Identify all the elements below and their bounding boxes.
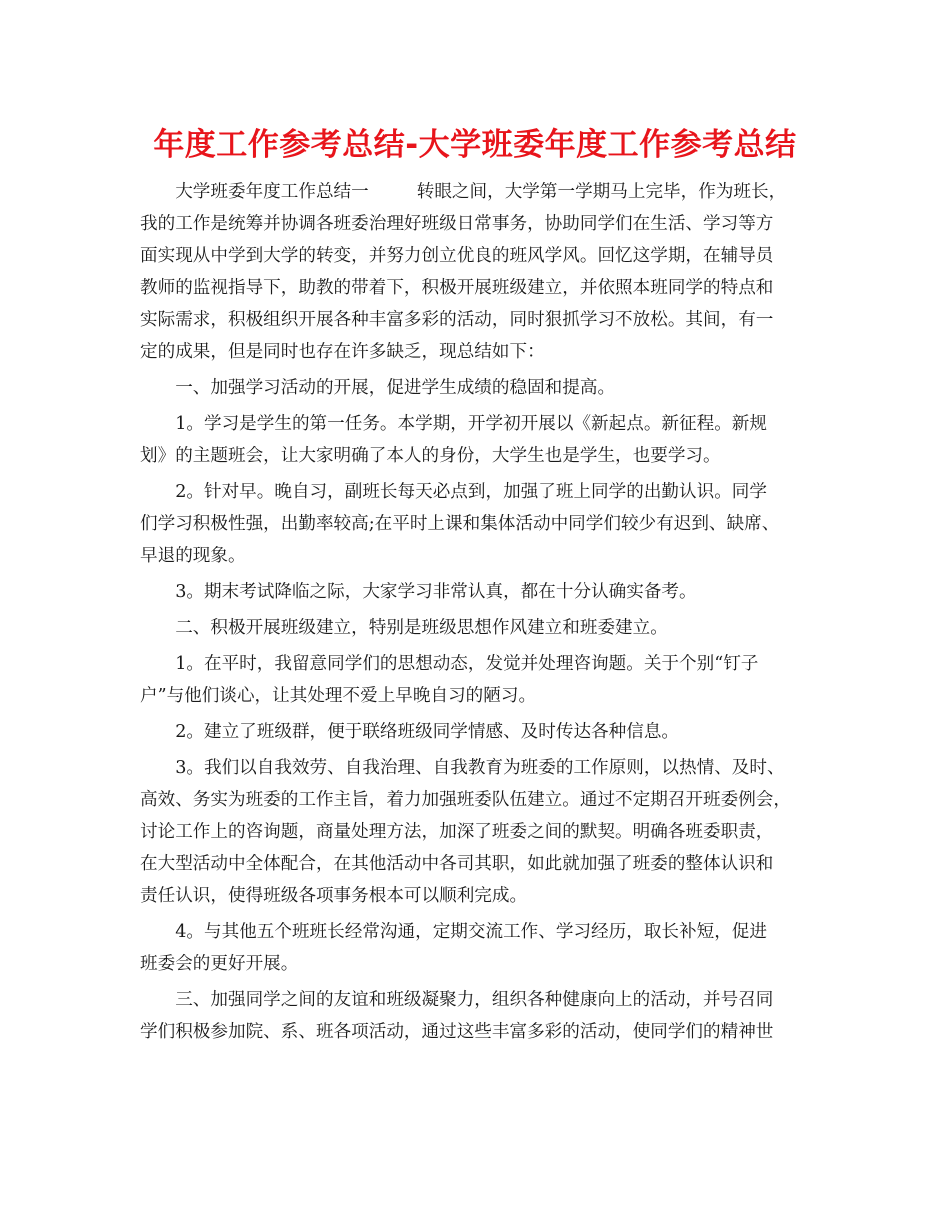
paragraph-line: 三、加强同学之间的友谊和班级凝聚力，组织各种健康向上的活动，并号召同 — [175, 990, 774, 1010]
paragraph-line: 1。在平时，我留意同学们的思想动态，发觉并处理咨询题。关于个别“钉子 — [175, 654, 759, 674]
paragraph-line: 教师的监视指导下，助教的带着下，积极开展班级建立，并依照本班同学的特点和 — [140, 278, 774, 298]
paragraph-line: 学们积极参加院、系、班各项活动，通过这些丰富多彩的活动，使同学们的精神世 — [140, 1022, 774, 1042]
paragraph-line: 3。我们以自我效劳、自我治理、自我教育为班委的工作原则，以热情、及时、 — [175, 758, 785, 778]
paragraph-line: 高效、务实为班委的工作主旨，着力加强班委队伍建立。通过不定期召开班委例会， — [140, 790, 791, 810]
paragraph-line: 定的成果，但是同时也存在许多缺乏，现总结如下： — [140, 342, 545, 362]
paragraph-text: 转眼之间，大学第一学期马上完毕，作为班长， — [416, 182, 787, 202]
paragraph-line: 1。学习是学生的第一任务。本学期，开学初开展以《新起点。新征程。新规 — [175, 414, 767, 434]
paragraph-line: 我的工作是统筹并协调各班委治理好班级日常事务，协助同学们在生活、学习等方 — [140, 214, 774, 234]
paragraph-line: 在大型活动中全体配合，在其他活动中各司其职，如此就加强了班委的整体认识和 — [140, 854, 774, 874]
paragraph-section-2-heading — [140, 612, 810, 644]
paragraph-line: 责任认识，使得班级各项事务根本可以顺利完成。 — [140, 886, 528, 906]
paragraph-section-1-item-1 — [140, 408, 810, 472]
paragraph-line: 实际需求，积极组织开展各种丰富多彩的活动，同时狠抓学习不放松。其间，有一 — [140, 310, 774, 330]
section-heading: 大学班委年度工作总结一 — [175, 182, 369, 202]
paragraph-line: 一、加强学习活动的开展，促进学生成绩的稳固和提高。 — [175, 378, 616, 398]
paragraph-section-2-item-3 — [140, 752, 810, 912]
paragraph-line: 3。期末考试降临之际，大家学习非常认真，都在十分认确实备考。 — [175, 582, 697, 602]
paragraph-line: 户”与他们谈心，让其处理不爱上早晚自习的陋习。 — [140, 686, 537, 706]
paragraph-line: 2。建立了班级群，便于联络班级同学情感、及时传达各种信息。 — [175, 722, 680, 742]
paragraph-line: 班委会的更好开展。 — [140, 954, 299, 974]
paragraph-line: 2。针对早。晚自习，副班长每天必点到，加强了班上同学的出勤认识。同学 — [175, 482, 767, 502]
paragraph-line: 二、积极开展班级建立，特别是班级思想作风建立和班委建立。 — [175, 618, 668, 638]
paragraph-line — [140, 176, 810, 208]
paragraph-line: 面实现从中学到大学的转变，并努力创立优良的班风学风。回忆这学期，在辅导员 — [140, 246, 774, 266]
paragraph-line: 划》的主题班会，让大家明确了本人的身份，大学生也是学生，也要学习。 — [140, 446, 721, 466]
paragraph-section-2-item-1 — [140, 648, 810, 712]
paragraph-section-1-item-3 — [140, 576, 810, 608]
paragraph-line: 讨论工作上的咨询题，商量处理方法，加深了班委之间的默契。明确各班委职责， — [140, 822, 774, 842]
paragraph-section-2-item-2 — [140, 716, 810, 748]
paragraph-line: 早退的现象。 — [140, 546, 246, 566]
paragraph-intro — [140, 176, 810, 368]
document-body — [140, 176, 810, 1048]
document-title: 年度工作参考总结-大学班委年度工作参考总结 — [153, 127, 797, 163]
paragraph-line: 们学习积极性强，出勤率较高;在平时上课和集体活动中同学们较少有迟到、缺席、 — [140, 514, 780, 534]
paragraph-line: 4。与其他五个班班长经常沟通，定期交流工作、学习经历，取长补短，促进 — [175, 922, 767, 942]
paragraph-section-1-item-2 — [140, 476, 810, 572]
paragraph-section-2-item-4 — [140, 916, 810, 980]
paragraph-section-3-heading — [140, 984, 810, 1048]
paragraph-section-1-heading — [140, 372, 810, 404]
